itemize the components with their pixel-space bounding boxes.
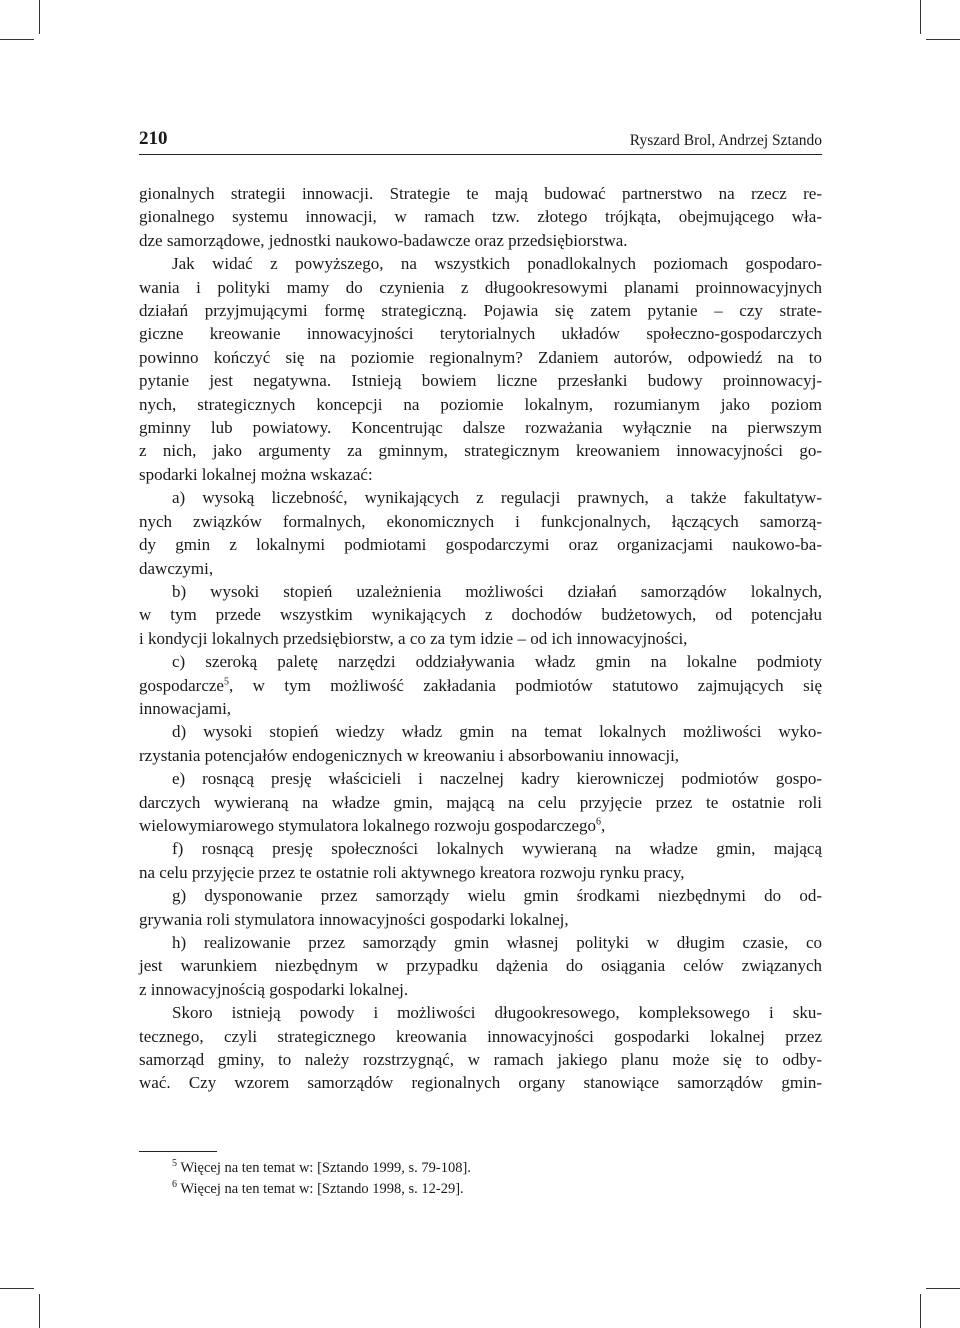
list-item-line: e) rosnącą presję właścicieli i naczelnej kadry kierowniczej podmiotów gospo- [172,769,822,789]
text-line: jest warunkiem niezbędnym w przypadku dążenia do osiągania celów związanych [139,956,822,976]
text-line: gminny lub powiatowy. Koncentrując dalsze rozważania wyłącznie na pierwszym [139,418,822,438]
footnote-mark: 5 [172,1158,177,1170]
crop-mark [926,39,960,40]
crop-mark [920,0,921,34]
text-line: gionalnych strategii innowacji. Strategie te mają budować partnerstwo na rzecz re- [139,184,822,203]
text-line: i kondycji lokalnych przedsiębiorstw, a co za tym idzie – od ich innowacyjności, [139,628,688,648]
text-line: giczne kreowanie innowacyjności terytorialnych układów społeczno-gospodarczych [139,324,822,344]
list-item-line: b) wysoki stopień uzależnienia możliwości działań samorządów lokalnych, [172,581,822,601]
text-line [139,814,822,837]
text-line: na celu przyjęcie przez te ostatnie roli aktywnego kreatora rozwoju rynku pracy, [139,862,685,882]
text-line: dawczymi, [139,558,214,578]
text-line: dy gmin z lokalnymi podmiotami gospodarczymi oraz organizacjami naukowo-ba- [139,535,822,555]
crop-mark [0,39,34,40]
text-line: w tym przede wszystkim wynikających z dochodów budżetowych, od potencjału [139,605,822,625]
text-fragment: gospodarcze [139,675,224,695]
text-line: rzystania potencjałów endogenicznych w kreowaniu i absorbowaniu innowacji, [139,745,680,765]
text-line: wania i polityki mamy do czynienia z długookresowymi planami proinnowacyjnych [139,277,822,297]
list-item-line: h) realizowanie przez samorządy gmin własnej polityki w długim czasie, co [172,933,822,952]
text-line: powinno kończyć się na poziomie regionalnym? Zdaniem autorów, odpowiedź na to [139,347,822,367]
crop-mark [39,1294,40,1328]
list-item-line: c) szeroką paletę narzędzi oddziaływania władz gmin na lokalne podmioty [172,652,822,672]
footnote-ref[interactable]: 6 [595,816,601,828]
text-line: darczych wywieraną na władze gmin, mającą na celu przyjęcie przez te ostatnie roli [139,792,822,812]
text-line: pytanie jest negatywna. Istnieją bowiem liczne przesłanki budowy proinnowacyj- [139,371,822,391]
text-line: spodarki lokalnej można wskazać: [139,464,373,484]
text-fragment: , [600,815,606,835]
text-line: dze samorządowe, jednostki naukowo-badawcze oraz przedsiębiorstwa. [139,230,628,250]
list-item-line: f) rosnącą presję społeczności lokalnych wywieraną na władze gmin, mającą [172,839,822,859]
text-line: Skoro istnieją powody i możliwości długookresowego, kompleksowego i sku- [172,1003,822,1023]
footnote-text: Więcej na ten temat w: [Sztando 1998, s. 12-29]. [180,1181,464,1197]
text-line: z nich, jako argumenty za gminnym, strategicznym kreowaniem innowacyjności go- [139,441,822,461]
text-line: działań przyjmującymi formę strategiczną. Pojawia się zatem pytanie – czy strate- [139,301,822,321]
text-fragment: wielowymiarowego stymulatora lokalnego rozwoju gospodarczego [139,815,596,835]
text-line: wać. Czy wzorem samorządów regionalnych organy stanowiące samorządów gmin- [139,1073,822,1093]
text-line: gionalnego systemu innowacji, w ramach tzw. złotego trójkąta, obejmującego wła- [139,207,822,227]
footnotes [172,1158,471,1200]
text-line: z innowacyjnością gospodarki lokalnej. [139,979,409,999]
footnote-separator [139,1151,217,1152]
crop-mark [39,0,40,34]
footnote [172,1158,471,1179]
footnote-mark: 6 [172,1179,177,1191]
list-item-line: d) wysoki stopień wiedzy władz gmin na temat lokalnych możliwości wyko- [172,722,822,742]
page-header [139,128,822,155]
crop-mark [920,1294,921,1328]
text-line: nych związków formalnych, ekonomicznych i funkcjonalnych, łączących samorzą- [139,511,822,531]
text-line: tecznego, czyli strategicznego kreowania innowacyjności gospodarki lokalnej przez [139,1026,822,1046]
list-item-line: a) wysoką liczebność, wynikających z regulacji prawnych, a także fakultatyw- [172,488,822,508]
text-line: grywania roli stymulatora innowacyjności gospodarki lokalnej, [139,909,569,929]
crop-mark [926,1288,960,1289]
crop-mark [0,1288,34,1289]
text-line [139,674,822,697]
footnote [172,1179,471,1200]
running-head-authors: Ryszard Brol, Andrzej Sztando [629,132,822,149]
text-line: Jak widać z powyższego, na wszystkich ponadlokalnych poziomach gospodaro- [172,254,822,274]
text-fragment: , w tym możliwość zakładania podmiotów statutowo zajmujących się [228,675,822,695]
body-text [139,182,822,1095]
list-item-line: g) dysponowanie przez samorządy wielu gmin środkami niezbędnymi do od- [172,886,822,906]
footnote-text: Więcej na ten temat w: [Sztando 1999, s. 79-108]. [180,1160,471,1176]
page-number: 210 [139,128,168,149]
footnote-ref[interactable]: 5 [223,675,229,687]
text-line: nych, strategicznych koncepcji na poziomie lokalnym, rozumianym jako poziom [139,394,822,414]
text-line: samorząd gminy, to należy rozstrzygnąć, w ramach jakiego planu może się to odby- [139,1050,822,1070]
text-line: innowacjami, [139,698,232,718]
